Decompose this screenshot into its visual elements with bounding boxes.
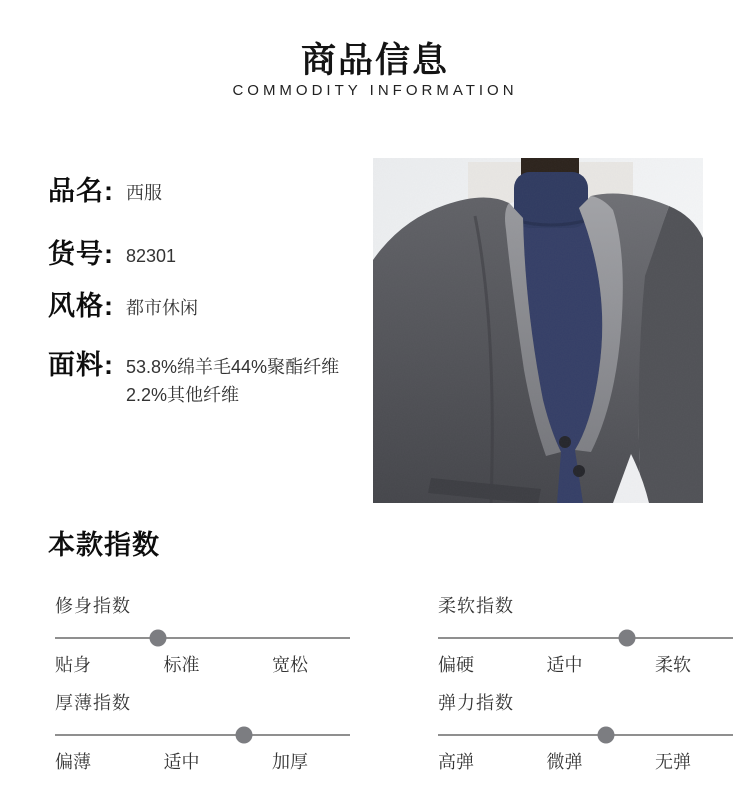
- slider-label-mid: 适中: [163, 752, 200, 772]
- slider-label-right: 柔软: [655, 655, 691, 675]
- slider-title: 柔软指数: [438, 596, 514, 616]
- slider-title: 弹力指数: [438, 693, 514, 713]
- attribute-label: 面料:: [48, 350, 114, 380]
- attribute-value: 都市休闲: [126, 298, 198, 318]
- slider-label-left: 偏薄: [55, 752, 91, 772]
- attribute-value: 82301: [126, 246, 177, 266]
- slider-label-right: 无弹: [655, 752, 691, 772]
- attribute-row-item-number: [48, 239, 176, 270]
- suit-jacket-illustration: [373, 158, 703, 503]
- page-title: 商品信息: [300, 41, 449, 80]
- attribute-value: 53.8%绵羊毛44%聚酯纤维 2.2%其他纤维: [126, 357, 340, 405]
- slider-handle[interactable]: [598, 727, 615, 744]
- slider-elasticity-index: [438, 689, 733, 774]
- product-photo: [373, 158, 703, 503]
- attribute-row-fabric: [48, 350, 339, 409]
- slider-label-left: 高弹: [438, 752, 474, 772]
- slider-label-mid: 适中: [546, 655, 583, 675]
- slider-label-mid: 标准: [163, 655, 200, 675]
- slider-label-right: 加厚: [272, 752, 308, 772]
- slider-softness-index: [438, 592, 733, 677]
- slider-handle[interactable]: [150, 630, 167, 647]
- page-subtitle: COMMODITY INFORMATION: [232, 82, 518, 99]
- slider-track[interactable]: [55, 734, 350, 736]
- attribute-row-name: [48, 176, 162, 207]
- slider-fit-index: [55, 592, 350, 677]
- slider-label-mid: 微弹: [546, 752, 583, 772]
- attribute-label: 货号:: [48, 239, 114, 269]
- attribute-value: 西服: [126, 183, 162, 203]
- slider-scale-labels: [55, 748, 350, 774]
- slider-handle[interactable]: [618, 630, 635, 647]
- attribute-label: 风格:: [48, 291, 114, 321]
- attribute-row-style: [48, 291, 198, 322]
- slider-scale-labels: [438, 748, 733, 774]
- section-heading: 本款指数: [48, 530, 160, 560]
- slider-title: 修身指数: [55, 596, 131, 616]
- slider-thickness-index: [55, 689, 350, 774]
- slider-title: 厚薄指数: [55, 693, 131, 713]
- slider-track[interactable]: [438, 637, 733, 639]
- slider-label-left: 贴身: [55, 655, 91, 675]
- slider-track[interactable]: [438, 734, 733, 736]
- slider-handle[interactable]: [235, 727, 252, 744]
- slider-label-left: 偏硬: [438, 655, 474, 675]
- slider-label-right: 宽松: [272, 655, 308, 675]
- attribute-label: 品名:: [48, 176, 114, 206]
- slider-track[interactable]: [55, 637, 350, 639]
- slider-scale-labels: [55, 651, 350, 677]
- slider-scale-labels: [438, 651, 733, 677]
